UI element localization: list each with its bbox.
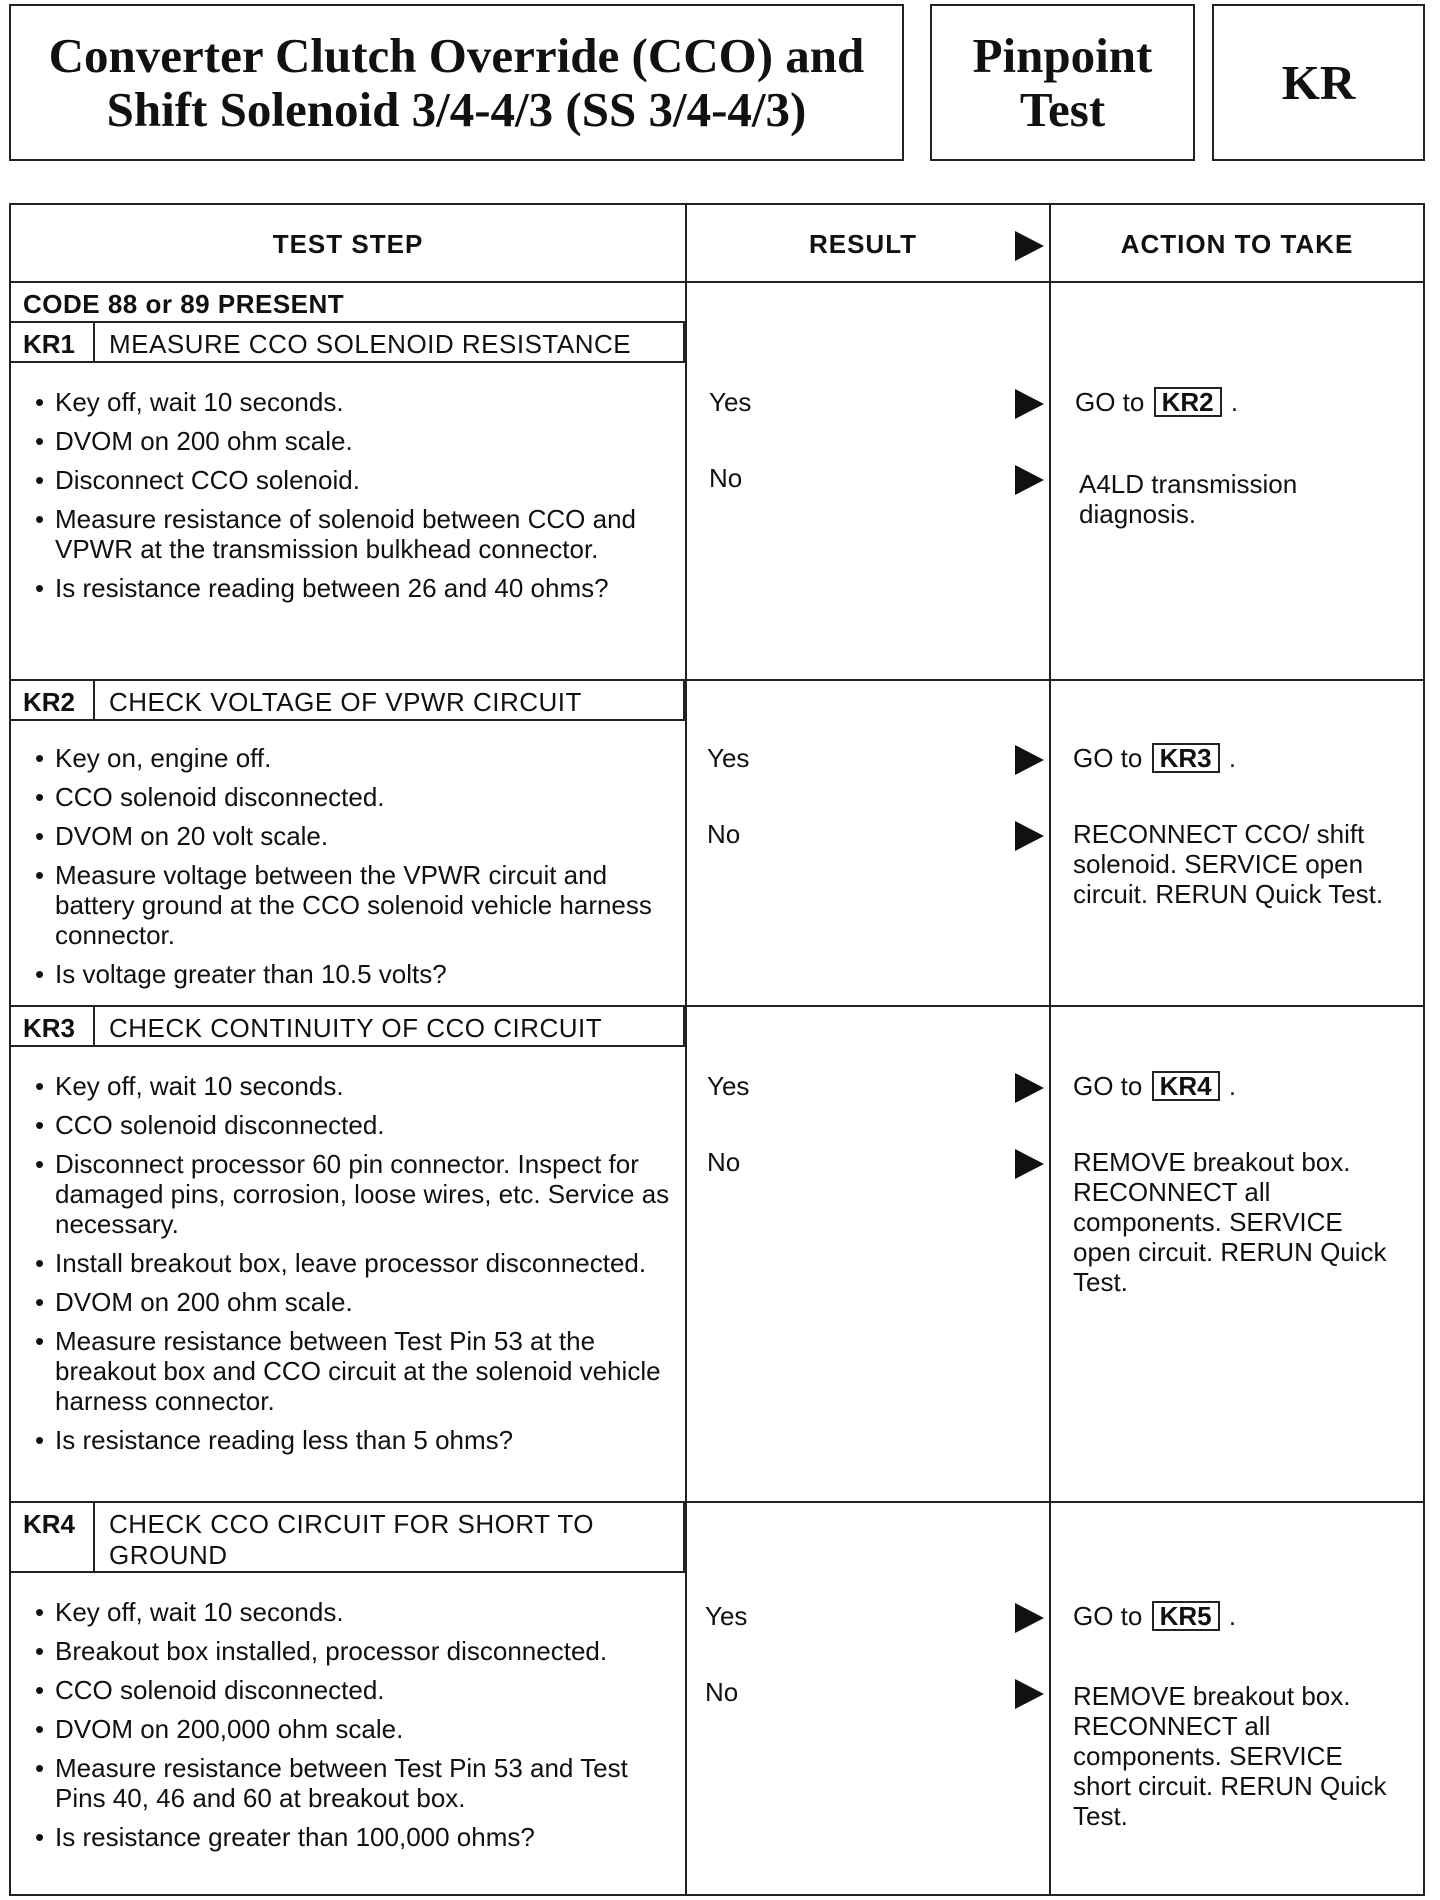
step-id: KR3 [11, 1007, 95, 1045]
list-item: • Is resistance greater than 100,000 ohms? [11, 1822, 691, 1852]
list-item: • Disconnect CCO solenoid. [11, 465, 691, 495]
step-bullets-kr3 [11, 1071, 691, 1464]
step-bullets-kr4 [11, 1597, 691, 1861]
step-title: CHECK VOLTAGE OF VPWR CIRCUIT [109, 687, 582, 717]
list-item: • Install breakout box, leave processor disconnected. [11, 1248, 691, 1278]
arrow-icon [1015, 1603, 1044, 1633]
arrow-icon [1015, 389, 1044, 419]
result-yes: Yes [707, 1071, 750, 1101]
step-reference[interactable]: KR3 [1152, 743, 1220, 773]
arrow-icon [1015, 821, 1044, 851]
pinpoint-table [9, 203, 1425, 1896]
list-item: • CCO solenoid disconnected. [11, 1675, 691, 1705]
action-no: REMOVE breakout box. RECONNECT all components. SERVICE open circuit. RERUN Quick Test. [1073, 1147, 1387, 1297]
result-yes: Yes [709, 387, 752, 417]
col-header-result: RESULT [808, 228, 918, 259]
col-header-action: ACTION TO TAKE [1120, 228, 1354, 259]
action-yes: GO to KR3 . [1073, 743, 1237, 773]
result-no: No [709, 463, 743, 493]
list-item: • Measure resistance between Test Pin 53 and Test Pins 40, 46 and 60 at breakout box. [11, 1753, 691, 1813]
step-id: KR4 [11, 1503, 95, 1571]
step-id: KR1 [11, 323, 95, 361]
step-id: KR2 [11, 681, 95, 719]
list-item: • Is voltage greater than 10.5 volts? [11, 959, 691, 989]
action-yes: GO to KR5 . [1073, 1601, 1237, 1631]
arrow-icon [1015, 1073, 1044, 1103]
action-yes: GO to KR2 . [1075, 387, 1239, 417]
list-item: • CCO solenoid disconnected. [11, 782, 691, 812]
title-box [9, 4, 904, 161]
list-item: • Breakout box installed, processor disconnected. [11, 1636, 691, 1666]
step-reference[interactable]: KR4 [1152, 1071, 1220, 1101]
code-present-line: CODE 88 or 89 PRESENT [23, 289, 345, 319]
test-label: Test [1019, 81, 1106, 137]
arrow-icon [1015, 231, 1044, 261]
list-item: • Key off, wait 10 seconds. [11, 387, 691, 417]
arrow-icon [1015, 465, 1044, 495]
col-header-test-step: TEST STEP [272, 228, 424, 259]
step-bullets-kr1 [11, 387, 691, 612]
list-item: • CCO solenoid disconnected. [11, 1110, 691, 1140]
pinpoint-label: Pinpoint [972, 27, 1153, 83]
list-item: • Is resistance reading less than 5 ohms? [11, 1425, 691, 1455]
step-header-kr1 [11, 321, 685, 363]
list-item: • DVOM on 200 ohm scale. [11, 426, 691, 456]
step-header-kr4 [11, 1501, 685, 1573]
list-item: • Is resistance reading between 26 and 40 ohms? [11, 573, 691, 603]
step-title: MEASURE CCO SOLENOID RESISTANCE [109, 329, 632, 359]
list-item: • DVOM on 200,000 ohm scale. [11, 1714, 691, 1744]
action-no: A4LD transmission diagnosis. [1079, 469, 1298, 529]
step-header-kr2 [11, 679, 685, 721]
action-yes: GO to KR4 . [1073, 1071, 1237, 1101]
step-bullets-kr2 [11, 743, 691, 998]
list-item: • Measure voltage between the VPWR circuit and battery ground at the CCO solenoid vehicle harness connector. [11, 860, 691, 950]
result-no: No [705, 1677, 739, 1707]
result-no: No [707, 1147, 741, 1177]
test-code: KR [1281, 55, 1356, 110]
step-title: CHECK CCO CIRCUIT FOR SHORT TO GROUND [109, 1509, 594, 1570]
action-no: RECONNECT CCO/ shift solenoid. SERVICE open circuit. RERUN Quick Test. [1073, 819, 1384, 909]
list-item: • Disconnect processor 60 pin connector. Inspect for damaged pins, corrosion, loose wires, etc. Service as necessary. [11, 1149, 691, 1239]
page-title [49, 29, 865, 137]
list-item: • DVOM on 200 ohm scale. [11, 1287, 691, 1317]
result-no: No [707, 819, 741, 849]
list-item: • Key on, engine off. [11, 743, 691, 773]
title-line-2: Shift Solenoid 3/4-4/3 (SS 3/4-4/3) [106, 81, 807, 137]
pinpoint-test-box [930, 4, 1195, 161]
column-divider-action [1049, 205, 1051, 1894]
action-no: REMOVE breakout box. RECONNECT all components. SERVICE short circuit. RERUN Quick Test. [1073, 1681, 1387, 1831]
step-header-kr3 [11, 1005, 685, 1047]
arrow-icon [1015, 1149, 1044, 1179]
title-line-1: Converter Clutch Override (CCO) and [48, 27, 865, 83]
list-item: • Key off, wait 10 seconds. [11, 1071, 691, 1101]
arrow-icon [1015, 745, 1044, 775]
test-code-box [1212, 4, 1425, 161]
step-reference[interactable]: KR2 [1154, 387, 1222, 417]
result-yes: Yes [707, 743, 750, 773]
list-item: • Measure resistance of solenoid between CCO and VPWR at the transmission bulkhead connector. [11, 504, 691, 564]
step-reference[interactable]: KR5 [1152, 1601, 1220, 1631]
list-item: • DVOM on 20 volt scale. [11, 821, 691, 851]
list-item: • Measure resistance between Test Pin 53 at the breakout box and CCO circuit at the solenoid vehicle harness connector. [11, 1326, 691, 1416]
arrow-icon [1015, 1679, 1044, 1709]
list-item: • Key off, wait 10 seconds. [11, 1597, 691, 1627]
header-divider [11, 281, 1423, 283]
result-yes: Yes [705, 1601, 748, 1631]
step-title: CHECK CONTINUITY OF CCO CIRCUIT [109, 1013, 603, 1043]
